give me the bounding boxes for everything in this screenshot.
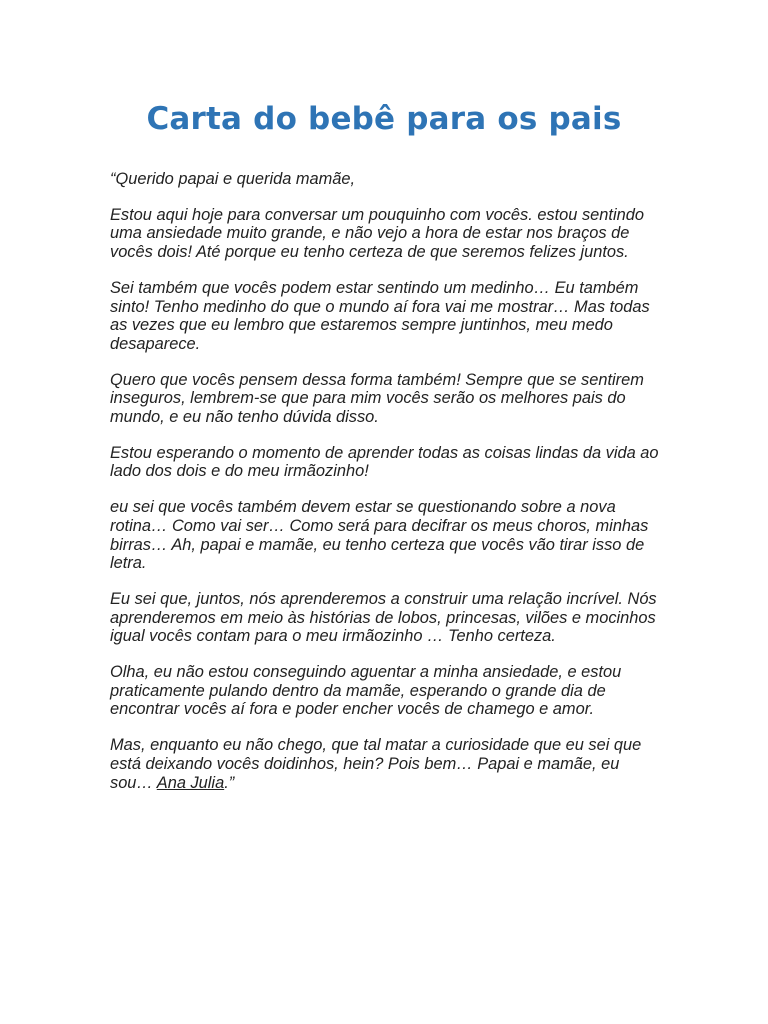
paragraph: Eu sei que, juntos, nós aprenderemos a construir uma relação incrível. Nós aprenderemos em meio às histórias de lobos, princesas, vilões e mocinhos igual vocês contam para o meu irmãozinho … Tenho certeza. <box>110 589 657 646</box>
closing-text: Mas, enquanto eu não chego, que tal matar a curiosidade que eu sei que está deixando vocês doidinhos, hein? Pois bem… Papai e mamãe, eu sou… <box>110 736 642 792</box>
paragraph: Olha, eu não estou conseguindo aguentar a minha ansiedade, e estou praticamente pulando dentro da mamãe, esperando o grande dia de encontrar vocês aí fora e poder encher vocês de chamego e amor. <box>110 663 622 719</box>
paragraph: Estou esperando o momento de aprender todas as coisas lindas da vida ao lado dos dois e do meu irmãozinho! <box>110 443 659 481</box>
closing-end: .” <box>224 773 235 792</box>
paragraph: eu sei que vocês também devem estar se questionando sobre a nova rotina… Como vai ser… Como será para decifrar os meus choros, minhas birras… Ah, papai e mamãe, eu tenho certeza que vocês vão tirar isso de letra. <box>110 498 649 573</box>
letter-body <box>110 170 658 792</box>
page-title: Carta do bebê para os pais <box>146 101 622 137</box>
paragraph-greeting: “Querido papai e querida mamãe, <box>110 170 356 188</box>
paragraph: Quero que vocês pensem dessa forma também! Sempre que se sentirem inseguros, lembrem-se que para mim vocês serão os melhores pais do mundo, e eu não tenho dúvida disso. <box>110 370 644 427</box>
paragraph-closing <box>110 736 662 792</box>
paragraph: Sei também que vocês podem estar sentindo um medinho… Eu também sinto! Tenho medinho do que o mundo aí fora vai me mostrar… Mas todas as vezes que eu lembro que estaremos sempre juntinhos, meu medo desaparece. <box>110 278 650 353</box>
baby-name-link[interactable]: Ana Julia <box>156 773 225 792</box>
paragraph: Estou aqui hoje para conversar um pouquinho com vocês. estou sentindo uma ansiedade muito grande, e não vejo a hora de estar nos braços de vocês dois! Até porque eu tenho certeza de que seremos felizes juntos. <box>110 205 644 262</box>
